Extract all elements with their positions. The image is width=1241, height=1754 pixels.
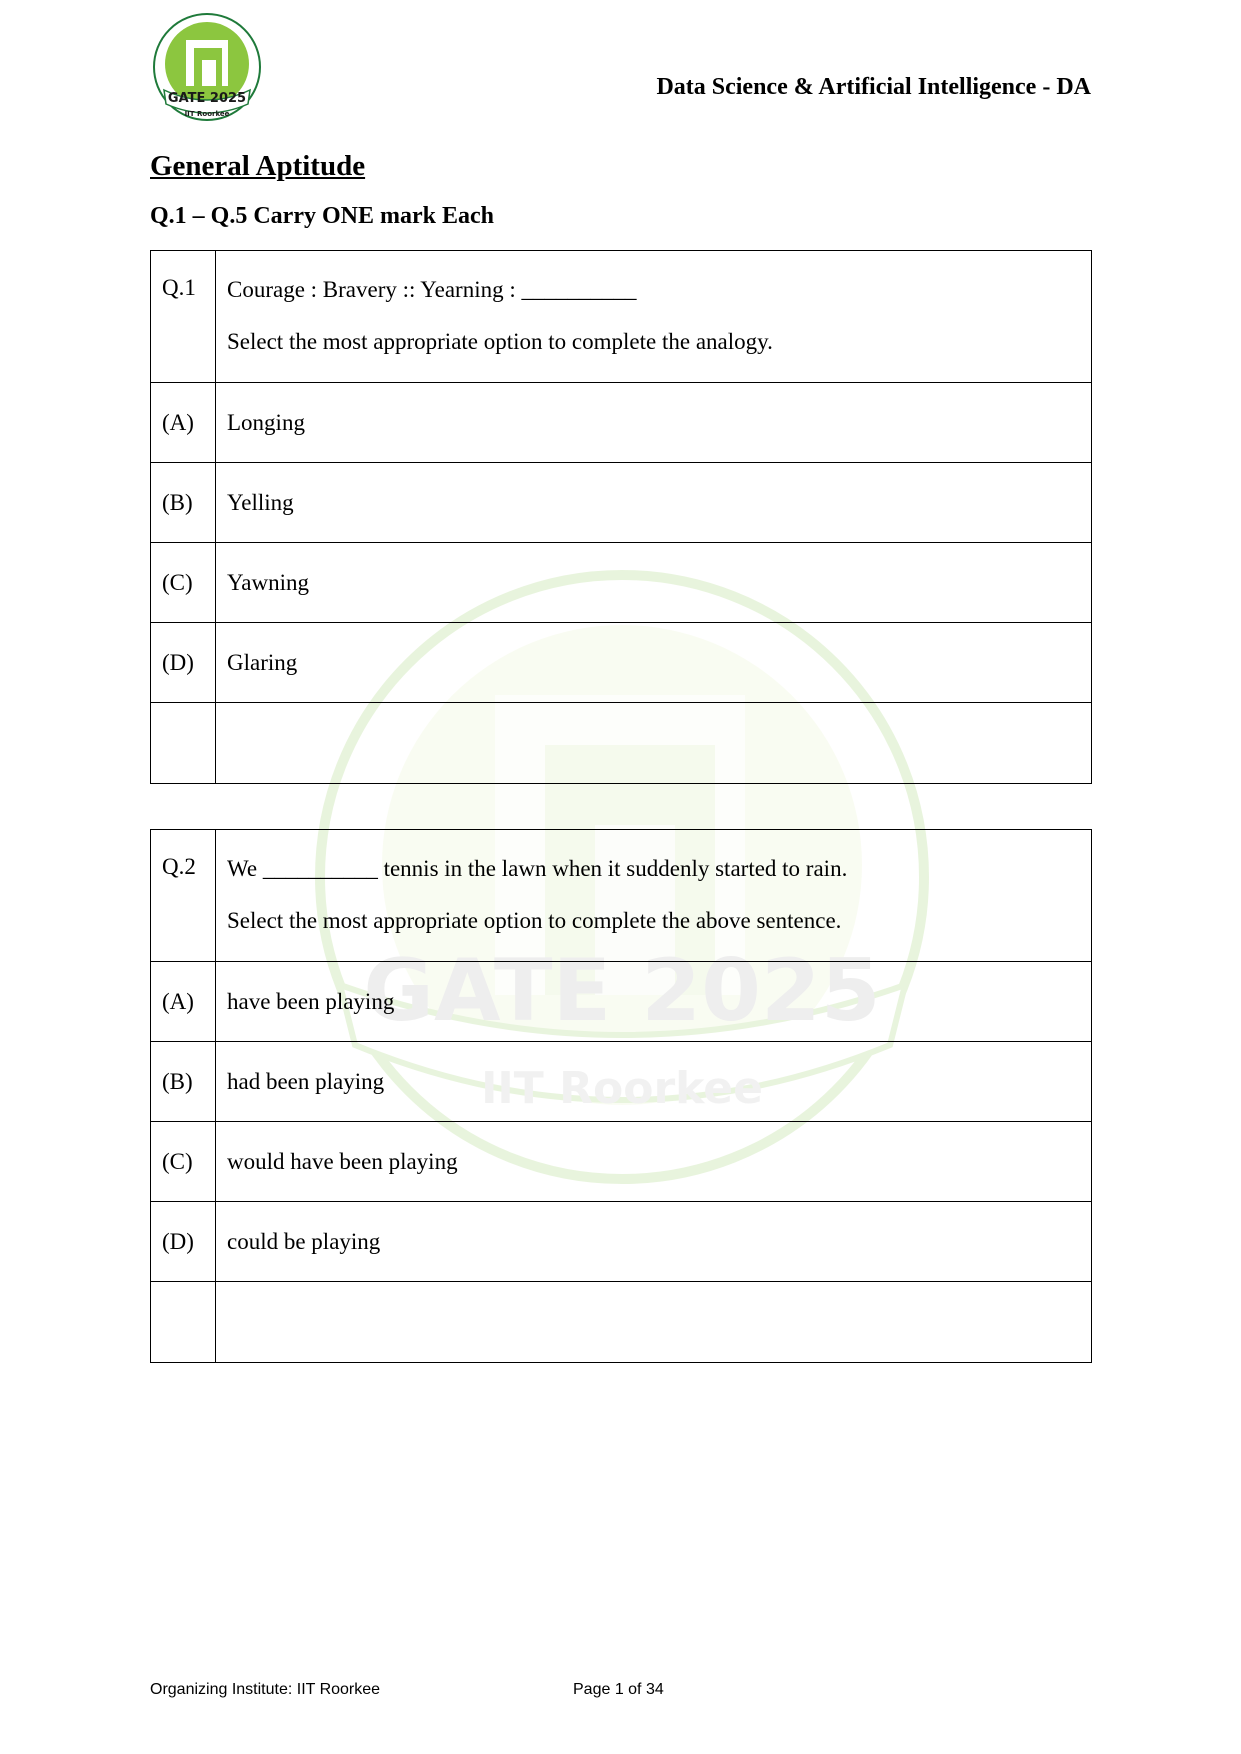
option-row-d[interactable] (151, 1202, 1092, 1282)
option-row-d[interactable] (151, 623, 1092, 703)
option-label: (C) (151, 543, 216, 623)
option-text: would have been playing (216, 1122, 1092, 1202)
option-row-b[interactable] (151, 1042, 1092, 1122)
option-label: (C) (151, 1122, 216, 1202)
option-label: (A) (151, 962, 216, 1042)
question-number: Q.2 (151, 830, 216, 962)
option-label: (D) (151, 1202, 216, 1282)
question-body (216, 830, 1092, 962)
question-1-table (150, 250, 1092, 784)
question-body (216, 251, 1092, 383)
option-text: Glaring (216, 623, 1092, 703)
gate-2025-logo (150, 12, 265, 127)
question-2-table (150, 829, 1092, 1363)
section-title: General Aptitude (150, 150, 366, 182)
marks-line: Q.1 – Q.5 Carry ONE mark Each (150, 203, 494, 229)
option-text: Yelling (216, 463, 1092, 543)
option-row-a[interactable] (151, 962, 1092, 1042)
question-stem: Courage : Bravery :: Yearning : __________ (227, 277, 637, 302)
logo-subtext: IIT Roorkee (184, 110, 230, 118)
watermark-subtext: IIT Roorkee (481, 1063, 763, 1114)
empty-cell (151, 1282, 216, 1363)
question-row (151, 251, 1092, 383)
option-label: (B) (151, 1042, 216, 1122)
option-row-c[interactable] (151, 1122, 1092, 1202)
question-instruction: Select the most appropriate option to complete the analogy. (227, 329, 773, 354)
logo-text: GATE 2025 (167, 91, 247, 106)
option-row-c[interactable] (151, 543, 1092, 623)
question-stem: We __________ tennis in the lawn when it suddenly started to rain. (227, 856, 848, 881)
option-text: Longing (216, 383, 1092, 463)
empty-row (151, 703, 1092, 784)
option-label: (D) (151, 623, 216, 703)
empty-row (151, 1282, 1092, 1363)
question-row (151, 830, 1092, 962)
option-label: (A) (151, 383, 216, 463)
option-row-a[interactable] (151, 383, 1092, 463)
question-number: Q.1 (151, 251, 216, 383)
option-row-b[interactable] (151, 463, 1092, 543)
watermark-text: GATE 2025 (363, 941, 881, 1041)
empty-cell (216, 703, 1092, 784)
option-label: (B) (151, 463, 216, 543)
option-text: had been playing (216, 1042, 1092, 1122)
option-text: could be playing (216, 1202, 1092, 1282)
empty-cell (151, 703, 216, 784)
subject-title: Data Science & Artificial Intelligence - DA (656, 74, 1091, 100)
footer-institute: Organizing Institute: IIT Roorkee (150, 1681, 381, 1698)
footer-page-number: Page 1 of 34 (573, 1681, 664, 1698)
empty-cell (216, 1282, 1092, 1363)
option-text: have been playing (216, 962, 1092, 1042)
question-instruction: Select the most appropriate option to complete the above sentence. (227, 908, 842, 933)
option-text: Yawning (216, 543, 1092, 623)
